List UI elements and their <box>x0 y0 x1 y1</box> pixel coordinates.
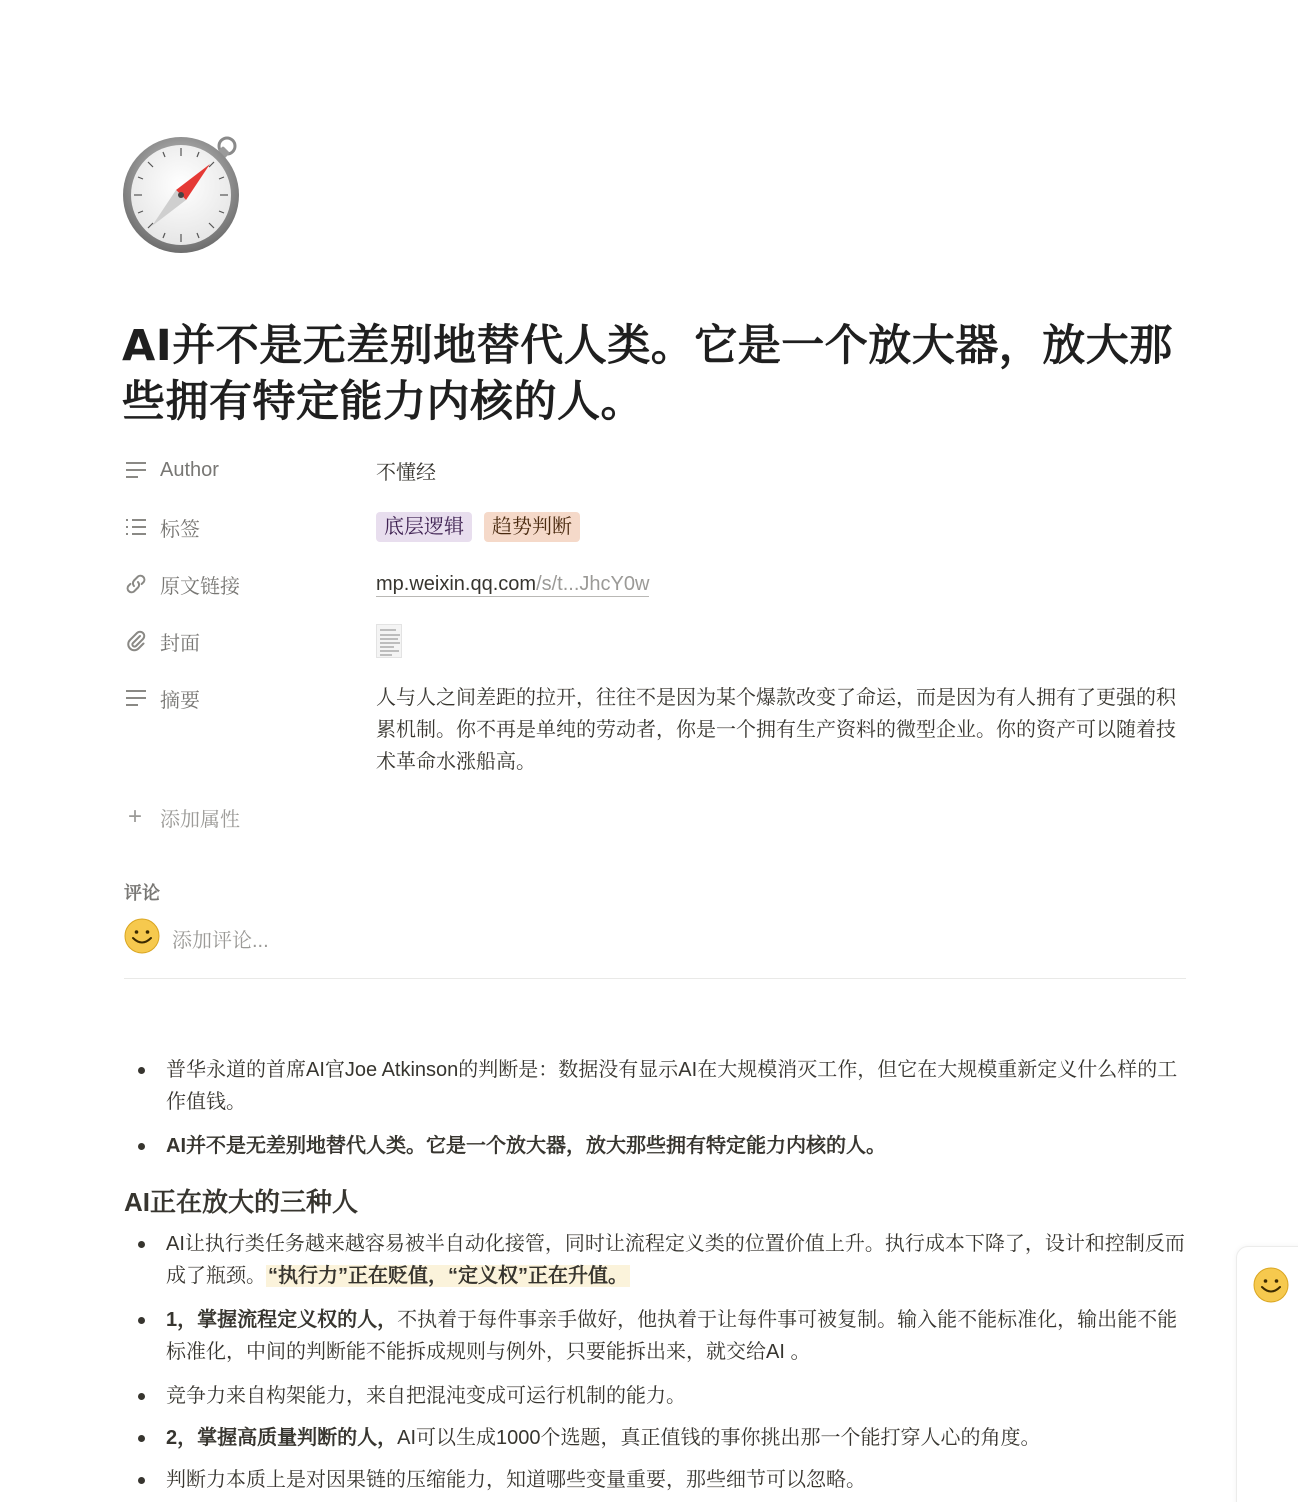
property-value-tags[interactable] <box>376 503 1192 551</box>
comments-label: 评论 <box>124 883 160 903</box>
property-key-summary: 摘要 <box>160 689 200 712</box>
list-item-text: 普华永道的首席AI官Joe Atkinson的判断是：数据没有显示AI在大规模消灭工作，但它在大规模重新定义什么样的工作值钱。 <box>166 1059 1178 1113</box>
paperclip-icon <box>122 630 150 652</box>
comment-input[interactable]: 添加评论... <box>172 929 269 952</box>
list-item-bold: 2，掌握高质量判断的人， <box>166 1427 398 1449</box>
list-item-text: 判断力本质上是对因果链的压缩能力，知道哪些变量重要，那些细节可以忽略。 <box>166 1469 866 1491</box>
property-key-tags: 标签 <box>160 518 200 541</box>
property-value-author[interactable]: 不懂经 <box>376 461 436 484</box>
list-item-text: AI并不是无差别地替代人类。它是一个放大器，放大那些拥有特定能力内核的人。 <box>166 1135 886 1157</box>
list-item[interactable] <box>124 1422 1190 1454</box>
property-key-source-link: 原文链接 <box>160 575 240 598</box>
multi-select-list-icon <box>122 516 150 538</box>
property-key-cover: 封面 <box>160 632 200 655</box>
property-value-summary[interactable]: 人与人之间差距的拉开，往往不是因为某个爆款改变了命运，而是因为有人拥有了更强的积累机制。你不再是单纯的劳动者，你是一个拥有生产资料的微型企业。你的资产可以随着技术革命水涨船高。 <box>376 687 1176 773</box>
property-source-link[interactable] <box>122 560 1192 608</box>
tag-underlying-logic[interactable]: 底层逻辑 <box>376 512 472 542</box>
property-summary[interactable] <box>122 674 1192 778</box>
page-content <box>124 1054 1190 1496</box>
text-lines-icon <box>122 459 150 481</box>
divider <box>124 978 1186 979</box>
page-title[interactable]: AI并不是无差别地替代人类。它是一个放大器，放大那些拥有特定能力内核的人。 <box>122 321 1173 427</box>
list-item[interactable] <box>124 1228 1190 1292</box>
avatar <box>124 918 160 959</box>
add-property-label: 添加属性 <box>160 808 240 831</box>
source-link-domain: mp.weixin.qq.com <box>376 572 537 595</box>
link-icon <box>122 573 150 595</box>
list-item[interactable] <box>124 1304 1190 1368</box>
list-item-bold: 1，掌握流程定义权的人， <box>166 1309 398 1331</box>
source-link[interactable] <box>376 572 649 597</box>
comment-side-panel[interactable] <box>1236 1246 1298 1502</box>
text-lines-icon <box>122 687 150 709</box>
property-tags[interactable] <box>122 503 1192 551</box>
property-key-author: Author <box>160 458 219 481</box>
list-item-text: AI可以生成1000个选题，真正值钱的事你挑出那一个能打穿人心的角度。 <box>397 1427 1041 1449</box>
list-item[interactable] <box>124 1464 1190 1496</box>
add-property-button[interactable] <box>124 800 240 834</box>
compass-emoji-icon[interactable] <box>120 134 244 258</box>
property-author[interactable] <box>122 446 1192 494</box>
avatar <box>1253 1267 1289 1308</box>
tag-trend-judgment[interactable]: 趋势判断 <box>484 512 580 542</box>
source-link-path: /s/t...JhcY0w <box>536 572 650 595</box>
list-item-text: AI让执行类任务越来越容易被半自动化接管，同时让流程定义类的位置价值上升。执行成本下降了，设计和控制反而成了瓶颈。 <box>166 1233 1185 1287</box>
plus-icon: + <box>127 803 142 830</box>
list-item[interactable] <box>124 1054 1190 1118</box>
section-heading[interactable]: AI正在放大的三种人 <box>124 1187 359 1217</box>
property-cover[interactable] <box>122 617 1192 665</box>
list-item-text: 竞争力来自构架能力，来自把混沌变成可运行机制的能力。 <box>166 1385 686 1407</box>
comment-composer[interactable] <box>124 918 269 958</box>
list-item[interactable] <box>124 1130 1190 1162</box>
highlighted-text: “执行力”正在贬值，“定义权”正在升值。 <box>268 1265 628 1287</box>
list-item[interactable] <box>124 1380 1190 1412</box>
cover-thumbnail[interactable] <box>376 624 402 658</box>
list-item-text: 不执着于每件事亲手做好，他执着于让每件事可被复制。输入能不能标准化，输出能不能标准化，中间的判断能不能拆成规则与例外，只要能拆出来，就交给AI 。 <box>166 1309 1178 1363</box>
